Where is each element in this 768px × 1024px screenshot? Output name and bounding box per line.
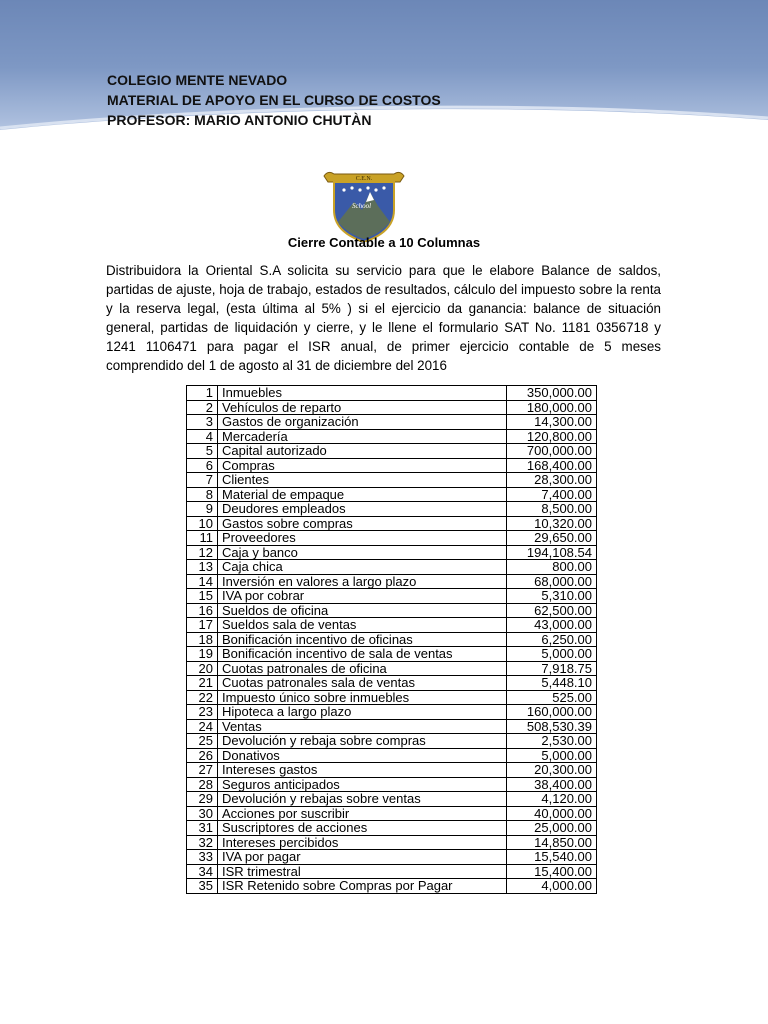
- account-name: Intereses percibidos: [218, 835, 507, 850]
- account-number: 10: [187, 516, 218, 531]
- table-row: [187, 618, 597, 633]
- account-amount: 10,320.00: [507, 516, 597, 531]
- account-number: 5: [187, 444, 218, 459]
- account-number: 29: [187, 792, 218, 807]
- account-name: Inversión en valores a largo plazo: [218, 574, 507, 589]
- account-number: 33: [187, 850, 218, 865]
- table-row: [187, 763, 597, 778]
- account-name: Cuotas patronales de oficina: [218, 661, 507, 676]
- account-name: Mercadería: [218, 429, 507, 444]
- account-name: Hipoteca a largo plazo: [218, 705, 507, 720]
- account-amount: 38,400.00: [507, 777, 597, 792]
- account-amount: 700,000.00: [507, 444, 597, 459]
- account-number: 11: [187, 531, 218, 546]
- account-amount: 14,300.00: [507, 415, 597, 430]
- table-row: [187, 589, 597, 604]
- school-name: COLEGIO MENTE NEVADO: [107, 72, 288, 88]
- account-number: 31: [187, 821, 218, 836]
- account-amount: 14,850.00: [507, 835, 597, 850]
- table-row: [187, 458, 597, 473]
- account-number: 16: [187, 603, 218, 618]
- account-amount: 180,000.00: [507, 400, 597, 415]
- account-number: 20: [187, 661, 218, 676]
- account-name: Suscriptores de acciones: [218, 821, 507, 836]
- account-amount: 800.00: [507, 560, 597, 575]
- account-number: 32: [187, 835, 218, 850]
- account-amount: 25,000.00: [507, 821, 597, 836]
- table-row: [187, 850, 597, 865]
- table-row: [187, 647, 597, 662]
- account-amount: 350,000.00: [507, 386, 597, 401]
- account-amount: 15,540.00: [507, 850, 597, 865]
- table-row: [187, 400, 597, 415]
- table-row: [187, 748, 597, 763]
- account-name: Bonificación incentivo de sala de ventas: [218, 647, 507, 662]
- account-number: 24: [187, 719, 218, 734]
- account-amount: 28,300.00: [507, 473, 597, 488]
- account-number: 1: [187, 386, 218, 401]
- account-name: Clientes: [218, 473, 507, 488]
- professor-name: PROFESOR: MARIO ANTONIO CHUTÀN: [107, 112, 372, 128]
- account-number: 14: [187, 574, 218, 589]
- account-number: 18: [187, 632, 218, 647]
- account-number: 27: [187, 763, 218, 778]
- account-name: Devolución y rebaja sobre compras: [218, 734, 507, 749]
- account-amount: 20,300.00: [507, 763, 597, 778]
- account-amount: 4,120.00: [507, 792, 597, 807]
- table-row: [187, 531, 597, 546]
- account-name: Cuotas patronales sala de ventas: [218, 676, 507, 691]
- account-amount: 194,108.54: [507, 545, 597, 560]
- account-name: ISR Retenido sobre Compras por Pagar: [218, 879, 507, 894]
- course-material: MATERIAL DE APOYO EN EL CURSO DE COSTOS: [107, 92, 441, 108]
- account-name: Impuesto único sobre inmuebles: [218, 690, 507, 705]
- account-name: Caja chica: [218, 560, 507, 575]
- account-name: Compras: [218, 458, 507, 473]
- document-header: [107, 70, 441, 130]
- table-row: [187, 415, 597, 430]
- table-row: [187, 879, 597, 894]
- account-amount: 2,530.00: [507, 734, 597, 749]
- table-row: [187, 719, 597, 734]
- account-number: 8: [187, 487, 218, 502]
- account-number: 35: [187, 879, 218, 894]
- account-name: IVA por pagar: [218, 850, 507, 865]
- table-row: [187, 444, 597, 459]
- account-name: Sueldos sala de ventas: [218, 618, 507, 633]
- table-row: [187, 835, 597, 850]
- account-amount: 4,000.00: [507, 879, 597, 894]
- table-row: [187, 821, 597, 836]
- accounts-table: [186, 385, 597, 894]
- account-name: Seguros anticipados: [218, 777, 507, 792]
- crest-ribbon-text: C.E.N.: [355, 176, 373, 182]
- account-name: Devolución y rebajas sobre ventas: [218, 792, 507, 807]
- account-number: 6: [187, 458, 218, 473]
- account-number: 22: [187, 690, 218, 705]
- account-number: 4: [187, 429, 218, 444]
- account-number: 13: [187, 560, 218, 575]
- account-amount: 62,500.00: [507, 603, 597, 618]
- account-name: Inmuebles: [218, 386, 507, 401]
- account-name: Acciones por suscribir: [218, 806, 507, 821]
- account-number: 26: [187, 748, 218, 763]
- account-amount: 7,918.75: [507, 661, 597, 676]
- account-name: Deudores empleados: [218, 502, 507, 517]
- account-amount: 508,530.39: [507, 719, 597, 734]
- account-amount: 68,000.00: [507, 574, 597, 589]
- account-name: Gastos de organización: [218, 415, 507, 430]
- account-name: Sueldos de oficina: [218, 603, 507, 618]
- table-row: [187, 603, 597, 618]
- table-row: [187, 632, 597, 647]
- account-amount: 43,000.00: [507, 618, 597, 633]
- account-amount: 5,000.00: [507, 647, 597, 662]
- account-number: 3: [187, 415, 218, 430]
- account-name: Gastos sobre compras: [218, 516, 507, 531]
- table-row: [187, 516, 597, 531]
- account-number: 12: [187, 545, 218, 560]
- table-row: [187, 705, 597, 720]
- account-amount: 5,448.10: [507, 676, 597, 691]
- account-name: Donativos: [218, 748, 507, 763]
- table-row: [187, 502, 597, 517]
- account-number: 25: [187, 734, 218, 749]
- account-name: Ventas: [218, 719, 507, 734]
- account-amount: 6,250.00: [507, 632, 597, 647]
- table-row: [187, 429, 597, 444]
- table-row: [187, 690, 597, 705]
- account-name: Intereses gastos: [218, 763, 507, 778]
- account-number: 30: [187, 806, 218, 821]
- table-row: [187, 386, 597, 401]
- account-number: 23: [187, 705, 218, 720]
- account-amount: 5,000.00: [507, 748, 597, 763]
- account-amount: 15,400.00: [507, 864, 597, 879]
- crest-script-text: School: [352, 202, 372, 210]
- table-row: [187, 560, 597, 575]
- table-row: [187, 661, 597, 676]
- account-name: ISR trimestral: [218, 864, 507, 879]
- account-number: 21: [187, 676, 218, 691]
- account-amount: 40,000.00: [507, 806, 597, 821]
- account-number: 9: [187, 502, 218, 517]
- table-row: [187, 676, 597, 691]
- account-number: 2: [187, 400, 218, 415]
- account-number: 15: [187, 589, 218, 604]
- account-amount: 7,400.00: [507, 487, 597, 502]
- account-name: Bonificación incentivo de oficinas: [218, 632, 507, 647]
- table-row: [187, 574, 597, 589]
- account-number: 34: [187, 864, 218, 879]
- school-crest-logo: [320, 162, 408, 242]
- account-number: 28: [187, 777, 218, 792]
- table-row: [187, 777, 597, 792]
- account-amount: 525.00: [507, 690, 597, 705]
- page-title: Cierre Contable a 10 Columnas: [287, 235, 481, 250]
- table-row: [187, 734, 597, 749]
- account-amount: 29,650.00: [507, 531, 597, 546]
- account-name: Caja y banco: [218, 545, 507, 560]
- account-name: Material de empaque: [218, 487, 507, 502]
- account-amount: 168,400.00: [507, 458, 597, 473]
- account-amount: 8,500.00: [507, 502, 597, 517]
- table-row: [187, 487, 597, 502]
- account-amount: 160,000.00: [507, 705, 597, 720]
- table-row: [187, 473, 597, 488]
- instructions-paragraph: Distribuidora la Oriental S.A solicita su servicio para que le elabore Balance de saldos, partidas de ajuste, hoja de trabajo, estados de resultados, cálculo del impuesto sobre la renta y la reserva legal, (esta última al 5% ) si el ejercicio da ganancia: balance de situación general, partidas de liquidación y cierre, y le llene el formulario SAT No. 1181 0356718 y 1241 1106471 para pagar el ISR anual, de primer ejercicio contable de 5 meses comprendido del 1 de agosto al 31 de diciembre del 2016: [106, 263, 661, 373]
- table-row: [187, 792, 597, 807]
- account-number: 17: [187, 618, 218, 633]
- account-name: Proveedores: [218, 531, 507, 546]
- table-row: [187, 806, 597, 821]
- account-number: 19: [187, 647, 218, 662]
- account-name: Vehículos de reparto: [218, 400, 507, 415]
- account-name: Capital autorizado: [218, 444, 507, 459]
- account-number: 7: [187, 473, 218, 488]
- account-name: IVA por cobrar: [218, 589, 507, 604]
- table-row: [187, 864, 597, 879]
- account-amount: 5,310.00: [507, 589, 597, 604]
- account-amount: 120,800.00: [507, 429, 597, 444]
- table-row: [187, 545, 597, 560]
